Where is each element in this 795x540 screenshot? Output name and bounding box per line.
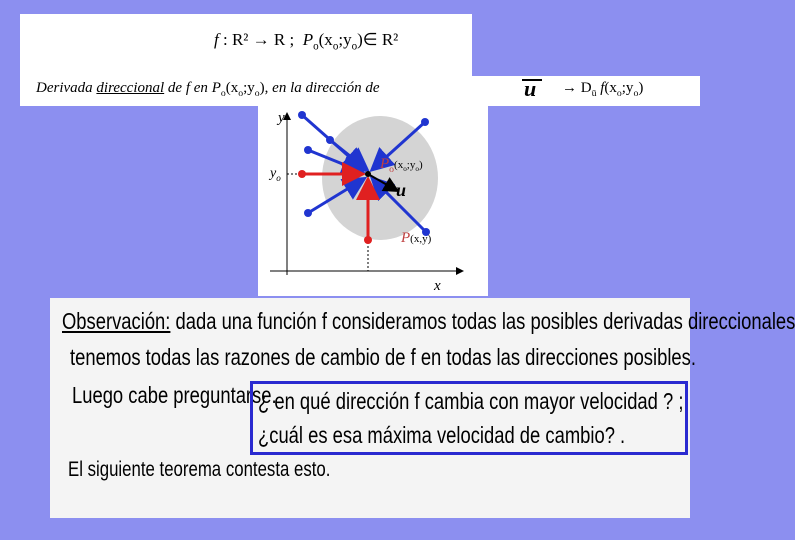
yo-letter: y — [270, 166, 277, 181]
note-theorem: El siguiente teorema contesta esto. — [68, 458, 331, 481]
note-question-1: ¿ en qué dirección f cambia con mayor velocidad ? ; — [258, 388, 684, 414]
heading-coord: (x — [225, 80, 239, 96]
red-vector-horizontal-tail — [298, 170, 306, 178]
p0-letter: P — [380, 156, 390, 172]
point-subscript: o — [313, 40, 319, 53]
p0-coords-close: ) — [418, 159, 423, 171]
heading-f: f — [185, 80, 191, 96]
note-question-intro: Luego cabe preguntarse. — [72, 382, 277, 408]
p-label — [401, 230, 431, 247]
function-symbol: f — [214, 30, 219, 49]
yo-sub: o — [276, 172, 281, 183]
heading-close: ), — [259, 80, 269, 96]
derivative-f: f — [600, 80, 605, 96]
note-observation — [62, 308, 795, 335]
note-question-2: ¿cuál es esa máxima velocidad de cambio? . — [258, 422, 626, 448]
u-letter: u — [524, 76, 537, 101]
arrow-D: → D — [562, 80, 592, 96]
heading-y-sub: o — [254, 88, 260, 99]
p0-sub: o — [389, 164, 395, 175]
observation-text: dada una función f consideramos todas las posibles derivadas direccionales — [170, 308, 795, 334]
y-axis-label: y — [278, 110, 285, 126]
p0-label — [380, 156, 423, 175]
point-coords-tail: )∈ R² — [357, 30, 399, 49]
p0-y-sub: o — [415, 165, 419, 174]
u-subscript: ū — [591, 88, 597, 99]
x-subscript: o — [332, 40, 339, 53]
arg-y-sub: o — [633, 88, 639, 99]
heading-en: en — [193, 80, 208, 96]
heading-P-sub: o — [220, 88, 226, 99]
heading-word-2: direccional — [96, 80, 165, 96]
point-symbol: P — [302, 30, 314, 49]
vector-1-tail — [298, 111, 306, 119]
vector-4-tail — [304, 209, 312, 217]
point-coords-open: (x — [318, 30, 333, 49]
x-axis-label: x — [434, 278, 441, 294]
y-subscript: o — [351, 40, 358, 53]
red-vector-vertical-tail — [364, 236, 372, 244]
arg-x-sub: o — [616, 88, 622, 99]
vector-6-tail — [326, 136, 334, 144]
p-coords: (x,y) — [410, 233, 432, 245]
heading-P: P — [211, 80, 221, 96]
note-rates-of-change: tenemos todas las razones de cambio de f en todas las direcciones posibles. — [70, 344, 696, 370]
vector-2-tail — [421, 118, 429, 126]
heading-word-3: de — [167, 80, 183, 96]
p0-coords-open: (x — [394, 159, 404, 171]
derivative-args: (x — [604, 80, 617, 96]
point-p0 — [365, 171, 371, 177]
heading-semi: ;y — [243, 80, 255, 96]
point-coords-sep: ;y — [338, 30, 352, 49]
function-map: : R² → R ; — [218, 30, 295, 49]
p0-x-sub: o — [403, 165, 407, 174]
arg-close: ) — [638, 80, 644, 96]
heading-direction: en la dirección de — [272, 80, 380, 96]
yo-label — [270, 166, 281, 183]
neighborhood-disc — [322, 116, 438, 240]
heading-word-1: Derivada — [36, 80, 93, 96]
vector-3-tail — [304, 146, 312, 154]
p-letter: P — [401, 230, 411, 246]
p0-coords-semi: ;y — [406, 159, 416, 171]
observation-label: Observación: — [62, 308, 171, 334]
u-diagram-label: u — [396, 180, 407, 200]
arg-semi: ;y — [621, 80, 634, 96]
heading-x-sub: o — [238, 88, 244, 99]
